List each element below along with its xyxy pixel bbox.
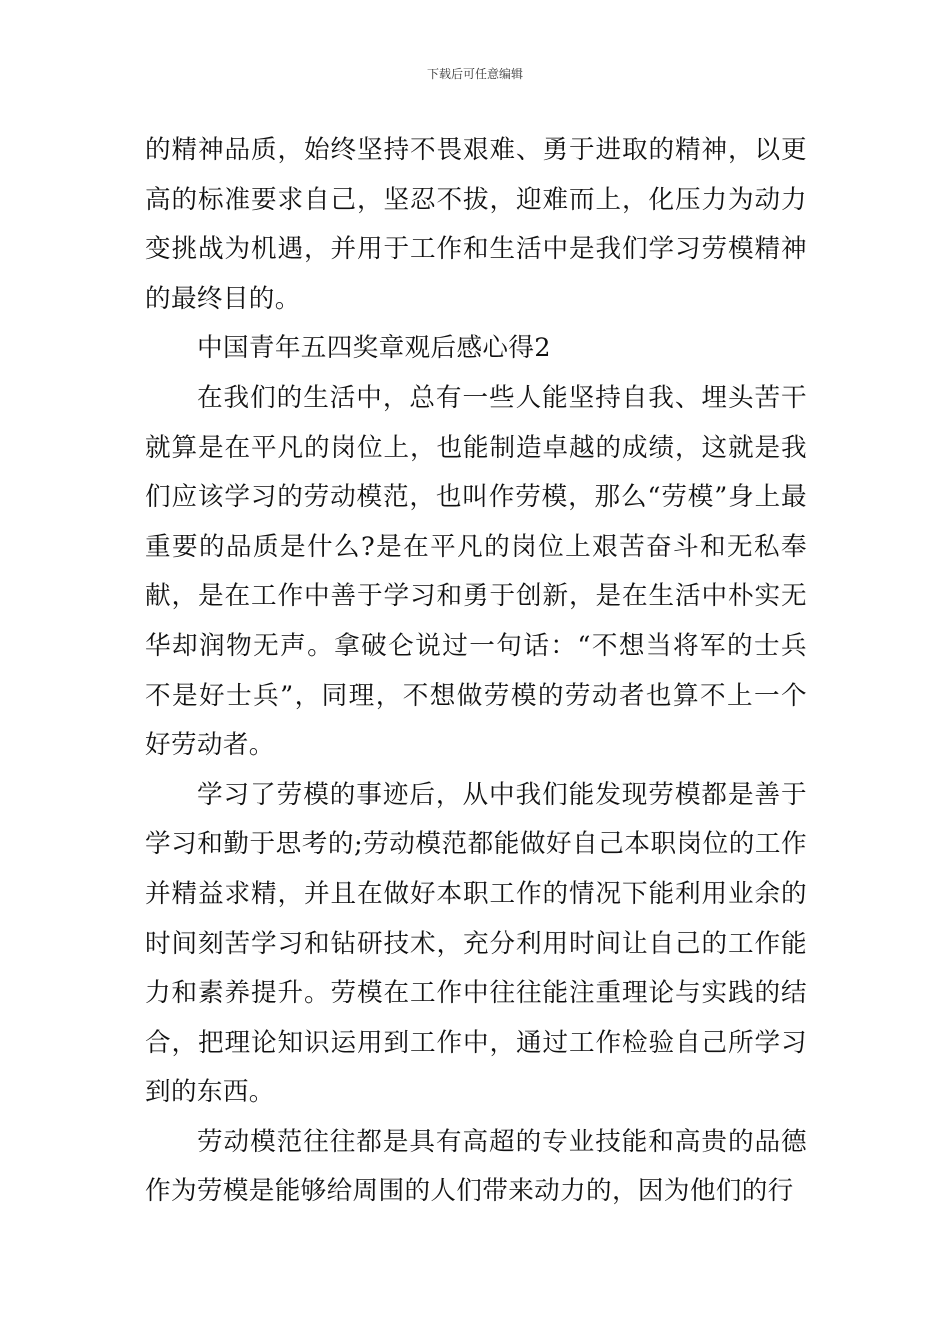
paragraph-3: 劳动模范往往都是具有高超的专业技能和高贵的品德作为劳模是能够给周围的人们带来动力的，因为他们的行 [145, 1126, 807, 1207]
section-heading: 中国青年五四奖章观后感心得2 [197, 333, 551, 364]
paragraph-continuation: 的精神品质，始终坚持不畏艰难、勇于进取的精神，以更高的标准要求自己，坚忍不拔，迎难而上，化压力为动力变挑战为机遇，并用于工作和生活中是我们学习劳模精神的最终目的。 [145, 135, 807, 314]
document-body [145, 126, 807, 1217]
paragraph-1: 在我们的生活中，总有一些人能坚持自我、埋头苦干就算是在平凡的岗位上，也能制造卓越的成绩，这就是我们应该学习的劳动模范，也叫作劳模，那么“劳模”身上最重要的品质是什么?是在平凡的岗位上艰苦奋斗和无私奉献，是在工作中善于学习和勇于创新，是在生活中朴实无华却润物无声。拿破仑说过一句话：“不想当将军的士兵不是好士兵”，同理，不想做劳模的劳动者也算不上一个好劳动者。 [145, 382, 807, 761]
page-header-note: 下载后可任意编辑 [426, 67, 523, 81]
paragraph-2: 学习了劳模的事迹后，从中我们能发现劳模都是善于学习和勤于思考的;劳动模范都能做好自己本职岗位的工作并精益求精，并且在做好本职工作的情况下能利用业余的时间刻苦学习和钻研技术，充分利用时间让自己的工作能力和素养提升。劳模在工作中往往能注重理论与实践的结合，把理论知识运用到工作中，通过工作检验自己所学习到的东西。 [145, 779, 807, 1108]
